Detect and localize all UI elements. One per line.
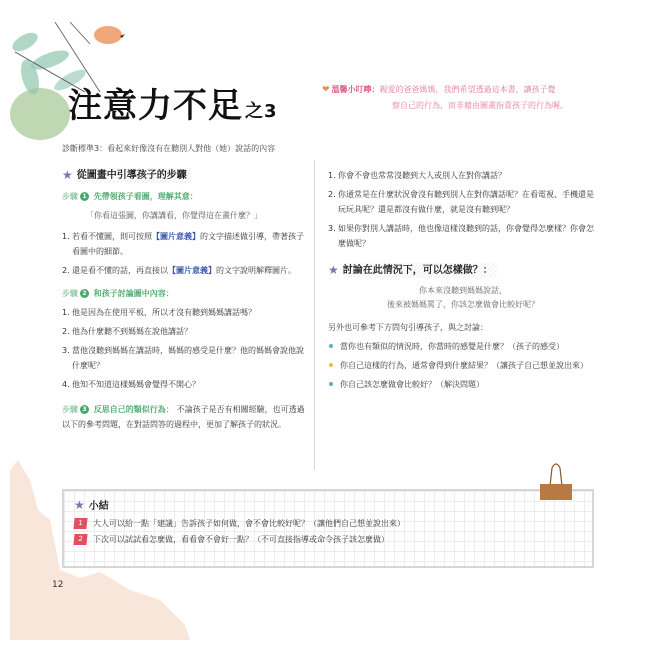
step-3-heading	[62, 405, 177, 414]
column-divider	[314, 160, 315, 470]
title-text: 注意力不足	[68, 86, 243, 126]
item-number: 2.	[328, 190, 336, 199]
highlight-text: 【圖片意義】	[168, 266, 216, 275]
left-column	[62, 168, 308, 432]
step-1-quote: 「你看這張圖，你講講看，你覺得這在畫什麼？」	[86, 211, 262, 220]
item-number: 3.	[62, 346, 70, 355]
guiding-questions	[328, 339, 598, 392]
step-prefix: 步驟	[62, 289, 78, 298]
quote-line: 你本來沒聽到媽媽說話，	[419, 286, 507, 295]
list-item	[328, 221, 598, 251]
step-number-badge: 2	[80, 289, 89, 298]
step-1-list	[62, 229, 308, 278]
step-number-badge: 3	[80, 405, 89, 414]
warm-tip	[322, 82, 622, 113]
step-prefix: 步驟	[62, 405, 78, 414]
number-badge: 2	[73, 534, 87, 545]
list-item	[328, 358, 598, 373]
highlight-text: 【圖片意義】	[152, 232, 200, 241]
section-title: 討論在此情況下，可以怎樣做？：	[343, 263, 497, 278]
list-item	[328, 187, 598, 217]
item-text: 你自己該怎麼做會比較好？（解決問題）	[340, 380, 484, 389]
discussion-intro: 另外也可參考下方問句引導孩子，與之討論：	[328, 323, 488, 332]
bullet-dot-icon	[329, 382, 333, 386]
star-icon: ★	[74, 497, 85, 512]
item-number: 1.	[62, 308, 70, 317]
step-prefix: 步驟	[62, 192, 78, 201]
list-item	[62, 343, 308, 373]
step-title: 和孩子討論圖中內容：	[93, 289, 174, 298]
list-item	[328, 168, 598, 183]
item-number: 3.	[328, 224, 336, 233]
discussion-quote	[328, 284, 598, 312]
list-item	[62, 324, 308, 339]
section-title: 從圖畫中引導孩子的步驟	[77, 168, 191, 183]
step-2-list	[62, 305, 308, 392]
list-item	[328, 339, 598, 354]
summary-item	[74, 518, 582, 529]
item-number: 4.	[62, 380, 70, 389]
list-item	[328, 377, 598, 392]
list-item	[62, 229, 308, 259]
star-icon: ★	[62, 168, 73, 182]
tip-label: 溫馨小叮嚀：	[331, 85, 380, 94]
item-text: 你通常是在什麼狀況會沒有聽到別人在對你講話呢？在看電視、手機還是玩玩具呢？還是都沒有做什麼，就是沒有聽到呢？	[338, 190, 594, 214]
step-2-heading	[62, 286, 308, 301]
heart-icon: ❤	[322, 85, 330, 95]
binder-clip-icon	[538, 460, 574, 500]
step-number-badge: 1	[80, 192, 89, 201]
summary-title: 小結	[88, 501, 109, 512]
list-item	[62, 377, 308, 392]
item-text: 你會不會也常常沒聽到大人或別人在對你講話？	[338, 171, 506, 180]
item-text: 他是因為在使用平板，所以才沒有聽到媽媽講話嗎？	[72, 308, 256, 317]
tip-line-2: 察自己的行為，而非藉由圖畫指責孩子的行為喔。	[392, 101, 568, 110]
step-3-text: 不論孩子是否有相關經驗，也可透過以下的參考問題，在對話問答的過程中，更加了解孩子的狀況。	[62, 405, 305, 429]
reflection-questions	[328, 168, 598, 251]
right-column	[328, 168, 598, 396]
bullet-dot-icon	[329, 344, 333, 348]
item-text: 還是看不懂的話，再直接以	[72, 266, 168, 275]
diagnostic-criterion: 診斷標準3：看起來好像沒有在聽別人對他（她）說話的內容	[62, 144, 276, 153]
number-badge: 1	[73, 518, 87, 529]
item-text: 當他沒聽到媽媽在講話時，媽媽的感受是什麼？他的媽媽會說他說什麼呢？	[72, 346, 304, 370]
item-text: 他知不知道這樣媽媽會覺得不開心？	[72, 380, 200, 389]
title-suffix: 之3	[245, 101, 278, 122]
item-text: 若看不懂圖，則可按照	[72, 232, 152, 241]
star-icon: ★	[328, 263, 339, 277]
step-3-block	[62, 402, 308, 432]
item-text: 你自己這樣的行為，通常會得到什麼結果？（讓孩子自己想並說出來）	[340, 361, 588, 370]
step-title: 先帶領孩子看圖，理解其意：	[93, 192, 198, 201]
quote-line: 後來被媽媽罵了，你該怎麼做會比較好呢？	[387, 300, 539, 309]
item-number: 2.	[62, 327, 70, 336]
summary-box	[62, 489, 594, 568]
step-title: 反思自己的類似行為：	[93, 405, 174, 414]
item-number: 2.	[62, 266, 70, 275]
section-heading-discussion	[328, 263, 598, 278]
summary-text: 下次可以試試看怎麼做，看看會不會好一點？（不可直接指導或命令孩子該怎麼做）	[93, 535, 389, 544]
step-1-heading	[62, 189, 308, 204]
list-item	[62, 305, 308, 320]
item-text: 當你也有類似的情況時，你當時的感覺是什麼？（孩子的感受）	[340, 342, 564, 351]
tip-line-1: 親愛的爸爸媽媽，我們希望透過這本書，讓孩子覺	[379, 85, 556, 94]
item-text: 的文字描述做引導，帶著孩子看圖中的細節。	[72, 232, 304, 256]
list-item	[62, 263, 308, 278]
page-number: 12	[52, 580, 64, 590]
summary-text: 大人可以給一點「建議」告訴孩子如何做，會不會比較好呢？（讓他們自己想並說出來）	[93, 519, 405, 528]
section-heading-steps	[62, 168, 308, 183]
item-number: 1.	[328, 171, 336, 180]
item-text: 的文字說明解釋圖片。	[216, 266, 296, 275]
item-text: 他為什麼聽不到媽媽在說他講話？	[72, 327, 192, 336]
page-title	[68, 78, 278, 127]
item-text: 如果你對別人講話時，他也像這樣沒聽到的話，你會覺得怎麼樣？你會怎麼做呢？	[338, 224, 594, 248]
summary-heading	[74, 497, 582, 512]
bullet-dot-icon	[329, 363, 333, 367]
summary-item	[74, 534, 582, 545]
item-number: 1.	[62, 232, 70, 241]
